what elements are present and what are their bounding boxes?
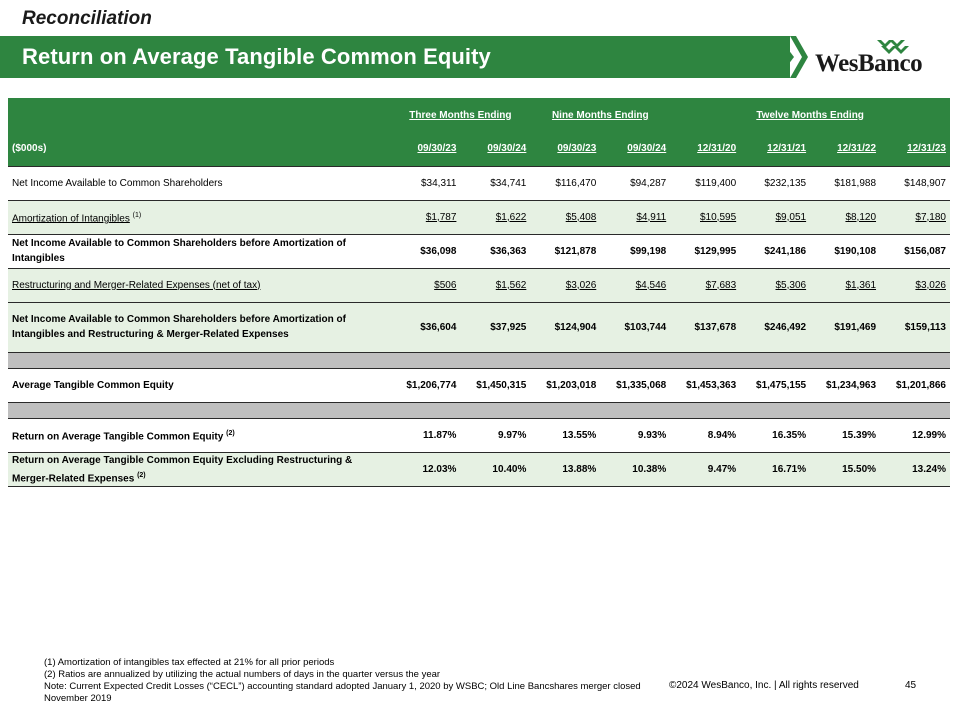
table-row [8,452,950,486]
table-cell: $103,744 [600,302,670,352]
wesbanco-logo-text: WesBanco [815,50,923,77]
row-label: Net Income Available to Common Shareholders before Amortization of Intangibles [8,234,390,268]
table-cell: $3,026 [530,268,600,302]
table-cell: $10,595 [670,200,740,234]
table-cell: $1,335,068 [600,368,670,402]
table-cell: $4,911 [600,200,670,234]
table-date-header-row [8,132,950,166]
banner-chevron-icon [790,36,810,78]
table-cell: $1,453,363 [670,368,740,402]
table-cell: 13.55% [530,418,600,452]
column-header: 09/30/24 [460,132,530,166]
table-cell: $99,198 [600,234,670,268]
table-cell: $1,622 [460,200,530,234]
column-header: 12/31/22 [810,132,880,166]
unit-label: ($000s) [8,132,390,166]
table-cell: $5,306 [740,268,810,302]
column-header: 12/31/21 [740,132,810,166]
table-cell: $148,907 [880,166,950,200]
table-cell: $506 [390,268,460,302]
table-cell: $232,135 [740,166,810,200]
table-cell: $1,206,774 [390,368,460,402]
table-cell: $7,683 [670,268,740,302]
footnote-note: Note: Current Expected Credit Losses (“CECL”) accounting standard adopted January 1, 2020 by WSBC; Old Line Bancshares merger closed November 2019 [44,681,641,704]
table-cell: $241,186 [740,234,810,268]
table-cell: 10.38% [600,452,670,486]
table-cell: $7,180 [880,200,950,234]
table-cell: 16.71% [740,452,810,486]
table-cell: $1,234,963 [810,368,880,402]
table-cell: 9.93% [600,418,670,452]
table-cell: $3,026 [880,268,950,302]
table-cell: $4,546 [600,268,670,302]
table-cell: $156,087 [880,234,950,268]
column-header: 12/31/20 [670,132,740,166]
table-cell: $1,450,315 [460,368,530,402]
table-cell: $116,470 [530,166,600,200]
table-cell: $34,741 [460,166,530,200]
table-cell: 15.39% [810,418,880,452]
table-cell: $119,400 [670,166,740,200]
group-header-twelve-months: Twelve Months Ending [670,98,950,132]
table-cell: $5,408 [530,200,600,234]
table-row [8,200,950,234]
row-label: Return on Average Tangible Common Equity $^{(2)}$ [8,418,390,452]
table-cell: 12.03% [390,452,460,486]
table-row [8,302,950,352]
table-cell: $34,311 [390,166,460,200]
separator-row [8,352,950,368]
reconciliation-table [8,98,950,487]
table-cell: $1,475,155 [740,368,810,402]
table-cell: 9.97% [460,418,530,452]
table-cell: 12.99% [880,418,950,452]
table-cell: $36,363 [460,234,530,268]
table-cell: 13.88% [530,452,600,486]
row-label: Net Income Available to Common Shareholders [8,166,390,200]
table-cell: $137,678 [670,302,740,352]
row-label: Restructuring and Merger-Related Expenses (net of tax) [8,268,390,302]
row-label: Return on Average Tangible Common Equity Excluding Restructuring & Merger-Related Expenses $^{(2)}$ [8,452,390,486]
table-cell: $1,562 [460,268,530,302]
table-cell: $181,988 [810,166,880,200]
table-cell: 16.35% [740,418,810,452]
page-title: Return on Average Tangible Common Equity [22,44,491,69]
table-cell: $1,203,018 [530,368,600,402]
table-cell: 13.24% [880,452,950,486]
table-row [8,166,950,200]
table-cell: 8.94% [670,418,740,452]
page-number: 45 [905,680,917,691]
table-group-header-row [8,98,950,132]
table-cell: $37,925 [460,302,530,352]
table-cell: $1,201,866 [880,368,950,402]
table-row [8,368,950,402]
table-row [8,234,950,268]
footnote-2: (2) Ratios are annualized by utilizing the actual numbers of days in the quarter versus the year [44,669,441,680]
column-header: 09/30/23 [530,132,600,166]
row-label: Net Income Available to Common Shareholders before Amortization of Intangibles and Restructuring & Merger-Related Expenses [8,302,390,352]
separator-row [8,402,950,418]
column-header: 12/31/23 [880,132,950,166]
table-cell: $36,604 [390,302,460,352]
table-cell: 11.87% [390,418,460,452]
table-cell: $1,787 [390,200,460,234]
section-title: Reconciliation [22,8,152,29]
row-label: Amortization of Intangibles $^{(1)}$ [8,200,390,234]
footnote-1: (1) Amortization of intangibles tax effected at 21% for all prior periods [44,657,335,668]
table-row [8,268,950,302]
footnotes [44,657,664,705]
table-cell: $121,878 [530,234,600,268]
table-cell: 10.40% [460,452,530,486]
table-cell: $191,469 [810,302,880,352]
table-cell: 9.47% [670,452,740,486]
column-header: 09/30/24 [600,132,670,166]
table-row [8,418,950,452]
table-cell: $190,108 [810,234,880,268]
table-cell: $8,120 [810,200,880,234]
table-cell: $129,995 [670,234,740,268]
table-cell: $124,904 [530,302,600,352]
copyright-text: ©2024 WesBanco, Inc. | All rights reserved [669,680,859,691]
row-label: Average Tangible Common Equity [8,368,390,402]
table-cell: $9,051 [740,200,810,234]
column-header: 09/30/23 [390,132,460,166]
table-cell: $94,287 [600,166,670,200]
table-cell: 15.50% [810,452,880,486]
table-cell: $246,492 [740,302,810,352]
table-cell: $159,113 [880,302,950,352]
group-header-three-months: Three Months Ending [390,98,530,132]
table-cell: $1,361 [810,268,880,302]
group-header-nine-months: Nine Months Ending [530,98,670,132]
table-cell: $36,098 [390,234,460,268]
